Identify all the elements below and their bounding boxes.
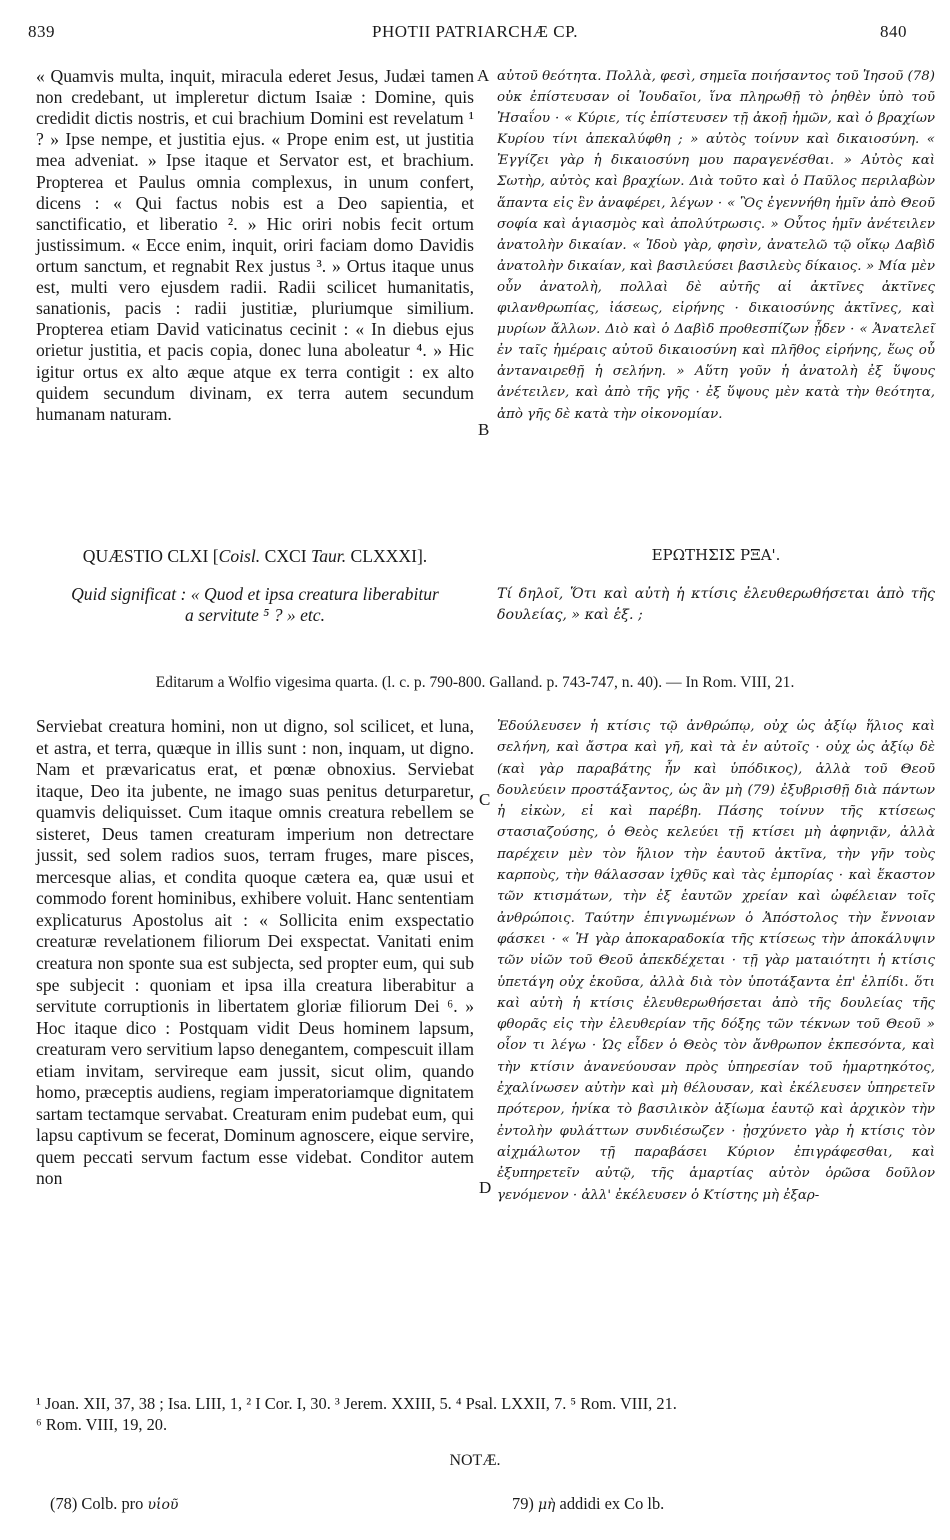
question-text-latin-line-1: Quid significat : « Quod et ipsa creatura liberabitur	[71, 584, 439, 604]
greek-text-section-2: Ἐδούλευσεν ἡ κτίσις τῷ ἀνθρώπῳ, οὐχ ὡς ἀξίῳ ἥλιος καὶ σελήνη, καὶ ἄστρα καὶ γῆ, καὶ τὰ ἐν αὐτοῖς · οὐχ ὡς ἀξίῳ δὲ (καὶ γὰρ παραβάτης ἦν καὶ ὑπόδικος), ἀλλὰ τοῦ Θεοῦ δουλεύειν προστάξαντος, ὡς ἂν μὴ (79) ἐξυβρισθῇ διὰ πάντων ἡ εἰκὼν, εἰ καὶ παρέβη. Πάσης τοίνυν τῆς κτίσεως στασιαζούσης, ὁ Θεὸς κελεύει τῇ κτίσει μὴ ἀφηνιᾷν, ἀλλὰ παρέχειν μὲν τὸν ἥλιον τὴν ἑαυτοῦ ἀκτῖνα, τὴν γῆν τοὺς καρποὺς, τὴν θάλασσαν ἰχθῦς καὶ τὰς ἐμπορίας · καὶ ἕκαστον τῶν κτισμάτων, τὴν ἐξ ἑαυτῶν χρείαν καὶ ὠφέλειαν τοῖς ἀνθρώποις. Ταύτην ἑπιγνωμένων ὁ Ἀπόστολος τὴν ἔννοιαν φάσκει · « Ἡ γὰρ ἀποκαραδοκία τῆς κτίσεως τὴν ἀποκάλυψιν τῶν υἱῶν τοῦ Θεοῦ ἀπεκδέχεται · τῇ γὰρ ματαιότητι ἡ κτίσις ὑπετάγη οὐχ ἑκοῦσα, ἀλλὰ διὰ τὸν ὑποτάξαντα ἐπ' ἐλπίδι. ὅτι καὶ αὐτὴ ἡ κτίσις ἐλευθερωθήσεται ἀπὸ τῆς δουλείας τῆς φθορᾶς εἰς τὴν ἐλευθερίαν τῆς δόξης τῶν τέκνων τοῦ Θεοῦ » οἷον τι λέγω · Ὡς εἶδεν ὁ Θεὸς τὸν ἄνθρωπον ἐκπεσόντα, καὶ τὴν κτίσιν ἀνανεύουσαν πρὸς ὑπηρεσίαν τοῦ ἡμαρτηκότος, ἐχαλίνωσεν αὐτὴν καὶ μὴ θέλουσαν, καὶ ἐκέλευσεν ὑπηρετεῖν πρότερον, ἡνίκα τὸ βασιλικὸν ἀξίωμα ἑαυτῷ καὶ ἀρχικὸν τὴν ἐντολὴν φυλάττων συνδιέσωζεν · ᾐσχύνετο γὰρ ἡ κτίσις τὸν αἰχμάλωτον τῇ παραβάσει Κύριον ἐπιγράφεσθαι, καὶ ἐξυπηρετεῖν αὐτῷ, τῆς ἁμαρτίας αὐτὸν ὁρῶσα δοῦλον γενόμενον · ἀλλ' ἐκέλευσεν ὁ Κτίστης μὴ ἐξαρ-	[497, 719, 935, 1203]
note-79-greek: μὴ	[537, 1497, 556, 1513]
note-78-label: (78) Colb. pro	[50, 1494, 148, 1513]
notae-heading: NOTÆ.	[449, 1452, 501, 1469]
footnotes	[36, 1394, 936, 1435]
running-title: PHOTII PATRIARCHÆ CP.	[372, 22, 578, 41]
latin-text-section-1: « Quamvis multa, inquit, miracula ederet Jesus, Judæi tamen non credebant, ut impleretur dictum Isaiæ : Domine, quis credidit dictis nostris, et cui brachium Domini est revelatum ¹ ? » Ipse nempe, et justitia ejus. « Prope enim est, ut justitia mea adveniat. » Ipse itaque et Servator est, et brachium. Propterea et Paulus omnia complexus, in unum confert, dicens : « Qui factus nobis est a Deo sapientia, et sanctificatio, et liberatio ². » Hic oriri nobis fecit ortum justissimum. « Ecce enim, inquit, oriri faciam domo Davidis ortum sanctum, et regnabit Rex justus ³. » Ortus itaque unus est, multi vero ejusdem radii. Radii scilicet humanitatis, sanationis, pacis : radii justitiæ, pluriumque similium. Propterea etiam David vaticinatus cecinit : « In diebus ejus orietur justitia, et pacis copia, donec luna aboleatur ⁴. » Hic igitur ortus ex alto æque atque ex terra contigit : ex alto quidem secundum divinam, ex terra autem secundum humanam naturam.	[36, 66, 474, 424]
margin-letter-a: A	[477, 66, 490, 85]
question-taur-number: CLXXXI].	[346, 546, 428, 566]
margin-letter-d: D	[479, 1178, 492, 1197]
question-text-greek: Τί δηλοῖ, Ὅτι καὶ αὐτὴ ἡ κτίσις ἐλευθερωθήσεται ἀπὸ τῆς δουλείας, » καὶ ἑξ. ;	[497, 586, 935, 623]
footnote-line-2: ⁶ Rom. VIII, 19, 20.	[36, 1414, 168, 1434]
margin-letter-b: B	[478, 420, 490, 439]
page-number-left: 839	[28, 22, 55, 41]
margin-letter-c: C	[479, 790, 491, 809]
note-79-rest: addidi ex Co lb.	[555, 1494, 665, 1513]
question-title-latin	[36, 546, 474, 567]
footnote-line-1: ¹ Joan. XII, 37, 38 ; Isa. LIII, 1, ² I Cor. I, 30. ³ Jerem. XXIII, 5. ⁴ Psal. LXXII, 7. ⁵ Rom. VIII, 21.	[36, 1394, 677, 1413]
question-source-taur: Taur.	[311, 546, 347, 566]
note-79	[512, 1494, 664, 1515]
greek-text-section-1: αὐτοῦ θεότητα. Πολλὰ, φεσὶ, σημεῖα ποιήσαντος τοῦ Ἰησοῦ (78) οὐκ ἐπίστευσαν οἱ Ἰουδαῖοι, ἵνα πληρωθῇ τὸ ῥηθὲν ὑπὸ τοῦ Ἠσαΐου · « Κύριε, τίς ἐπίστευσεν τῇ ἀκοῇ ἡμῶν, καὶ ὁ βραχίων Κυρίου τίνι ἀπεκαλύφθη ; » αὐτὸς τοίνυν καὶ δικαιοσύνη. « Ἐγγίζει γὰρ ἡ δικαιοσύνη μου παραγενέσθαι. » Αὐτὸς καὶ Σωτὴρ, αὐτὸς καὶ βραχίων. Διὰ τοῦτο καὶ ὁ Παῦλος περιλαβὼν ἅπαντα εἰς ἓν ἀναφέρει, λέγων · « Ὃς ἐγεννήθη ἡμῖν ἀπὸ Θεοῦ σοφία καὶ ἁγιασμὸς καὶ ἀπολύτρωσις. » Οὗτος ἡμῖν ἀνέτειλεν ἀνατολὴν δικαίαν. « Ἰδοὺ γὰρ, φησὶν, ἀνατελῶ τῷ οἴκῳ Δαβὶδ ἀνατολὴν δικαίαν, καὶ βασιλεύσει βασιλεὺς δίκαιος. » Μία μὲν οὖν ἀνατολὴ, πολλαὶ δὲ αὐτῆς αἱ ἀκτῖνες ἀκτῖνες φιλανθρωπίας, ἰάσεως, εἰρήνης · δικαιοσύνης ἀκτῖνες, καὶ μυρίων ἄλλων. Διὸ καὶ ὁ Δαβὶδ προθεσπίζων ᾖδεν · « Ἀνατελεῖ ἐν ταῖς ἡμέραις αὐτοῦ δικαιοσύνη καὶ πλῆθος εἰρήνης, ἕως οὗ ἀνταναιρεθῇ ἡ σελήνη. » Αὕτη γοῦν ἡ ἀνατολὴ ἐξ ὕψους ἀνέτειλεν, καὶ ἀπὸ τῆς γῆς · ἐξ ὕψους μὲν κατὰ τὴν θεότητα, ἀπὸ γῆς δὲ κατὰ τὴν οἰκονομίαν.	[497, 69, 935, 422]
question-source-coisl: Coisl.	[218, 546, 261, 566]
editorial-note: Editarum a Wolfio vigesima quarta. (l. c. p. 790-800. Galland. p. 743-747, n. 40). — In Rom. VIII, 21.	[155, 674, 795, 691]
question-text-latin	[36, 584, 474, 626]
note-78	[50, 1494, 178, 1515]
note-79-label: 79)	[512, 1494, 538, 1513]
question-coisl-number: CXCI	[260, 546, 312, 566]
note-78-greek: υἱοῦ	[147, 1497, 179, 1513]
latin-text-section-2: Serviebat creatura homini, non ut digno, sol scilicet, et luna, et astra, et terra, quæque in illis sunt : non, inquam, ut digno. Nam et prævaricatus erat, et pœnæ obnoxius. Serviebat itaque, Deo ita jubente, ne imago suas penitus deturparetur, quamvis deliquisset. Cum itaque omnis creatura rebellem se sisteret, Deus tamen creaturam imperium non detrectare jussit, sed solem radios suos, terram fruges, mare pisces, mercesque alias, et condita quoque cætera ea, quæ usui et commodo forent hominibus, exhibere voluit. Hanc sententiam explicaturus Apostolus ait : « Sollicita enim exspectatio creaturæ revelationem filiorum Dei exspectat. Vanitati enim creatura non sponte sua est subjecta, sed propter eum, qui sub spe subjecit : quoniam et ipsa illa creatura liberabitur a servitute corruptionis in libertatem gloriæ filiorum Dei ⁶. » Hoc itaque dico : Postquam vidit Deus hominem lapsum, creaturam vero servitium lapso denegantem, compescuit illam etiam invitam, servireque eam jussit, sicut olim, quando homo, præceptis audiens, regiam imperatoriamque dignitatem sartam tectamque servabat. Creaturam enim pudebat eum, qui lapsu captivum se fecerat, Dominum agnoscere, eique servire, quem peccati servum factum esse videbat. Conditor autem non	[36, 716, 474, 1189]
page-number-right: 840	[880, 22, 907, 41]
question-text-latin-line-2: a servitute ⁵ ? » etc.	[185, 605, 325, 625]
question-title-greek: ΕΡΩΤΗΣΙΣ ΡΞΑ'.	[651, 546, 781, 564]
question-title-prefix: QUÆSTIO CLXI [	[82, 546, 219, 566]
